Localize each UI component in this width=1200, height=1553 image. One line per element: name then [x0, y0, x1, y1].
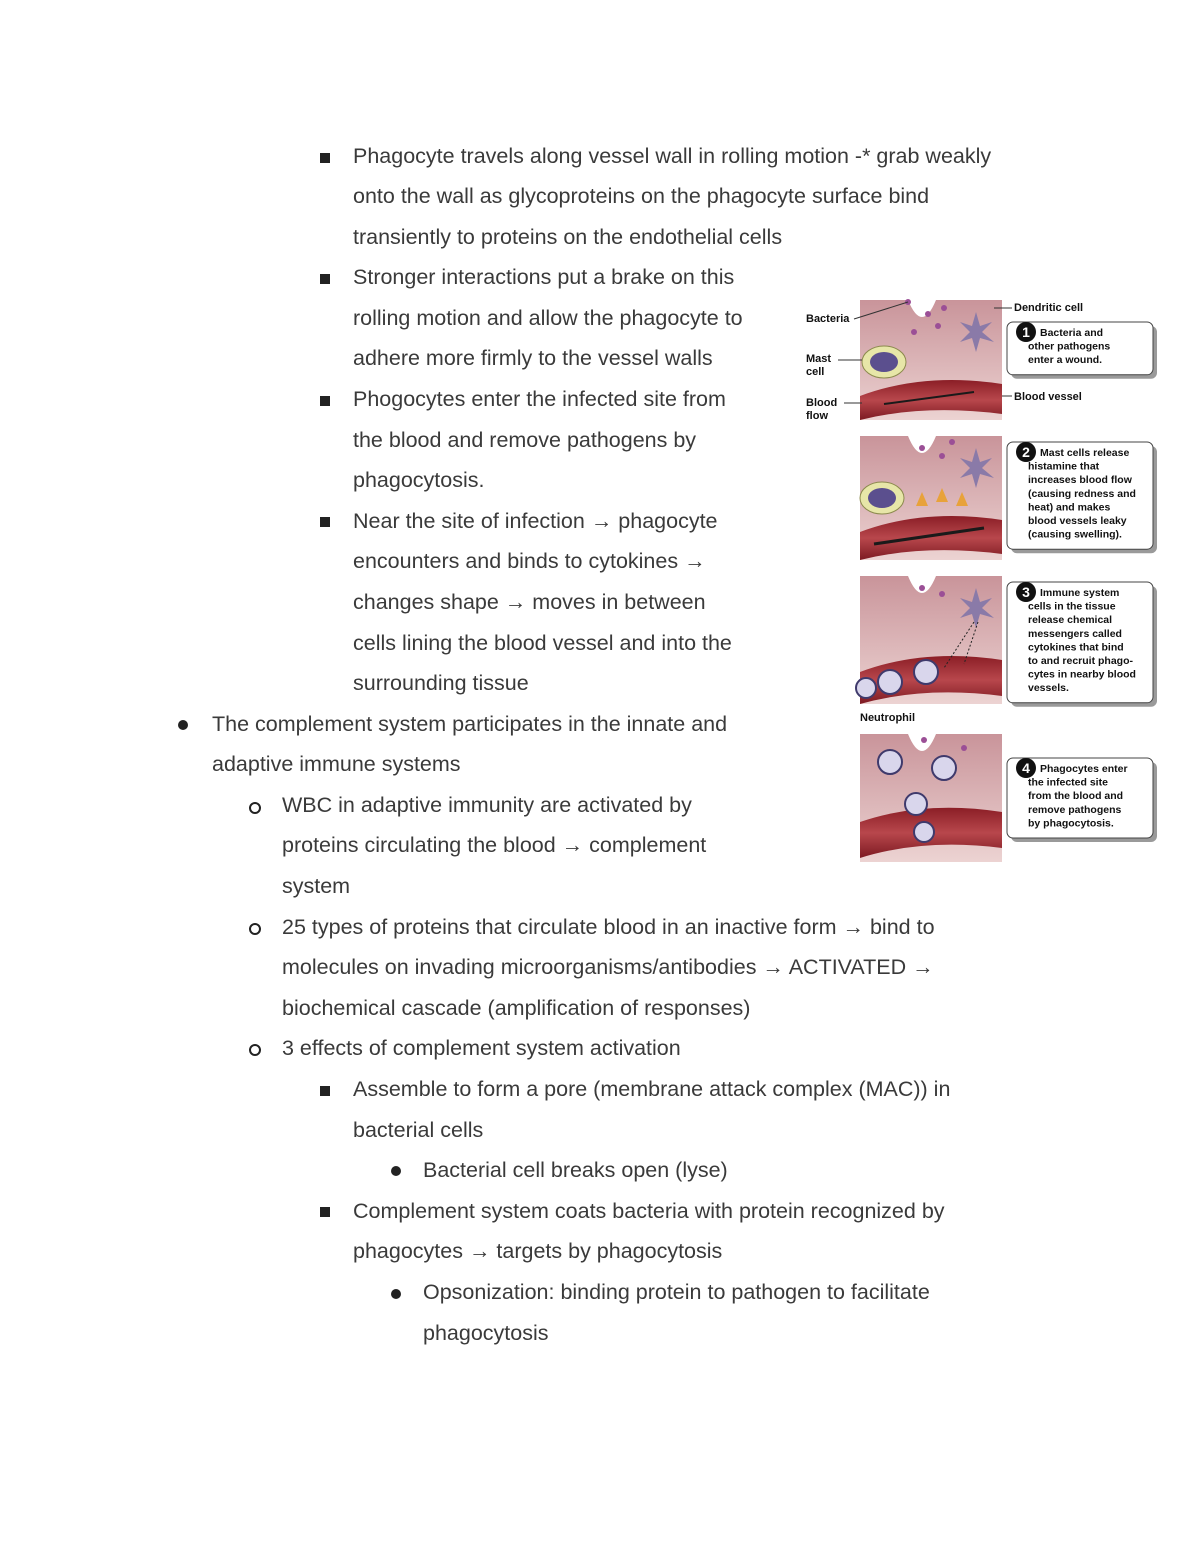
- note-line: Opsonization: binding protein to pathogen to facilitate: [423, 1280, 930, 1304]
- note-line: phagocytes → targets by phagocytosis: [353, 1239, 723, 1263]
- note-line: changes shape → moves in between: [353, 590, 706, 614]
- note-line: proteins circulating the blood → complement: [282, 833, 707, 857]
- step-text-line: to and recruit phago-: [1028, 655, 1133, 667]
- label-mast: Mast: [806, 353, 832, 365]
- note-line: Bacterial cell breaks open (lyse): [423, 1158, 728, 1182]
- bullet-square: [320, 1086, 330, 1096]
- note-line: phagocytosis.: [353, 468, 485, 492]
- note-line: onto the wall as glycoproteins on the phagocyte surface bind: [353, 184, 930, 208]
- note-line: Phogocytes enter the infected site from: [353, 387, 726, 411]
- step-callout-2: [1007, 442, 1157, 553]
- note-line: molecules on invading microorganisms/antibodies → ACTIVATED →: [282, 955, 934, 979]
- bullet-square: [320, 274, 330, 284]
- step-text-line: blood vessels leaky: [1028, 515, 1127, 527]
- bullet-square: [320, 1207, 330, 1217]
- note-line: Stronger interactions put a brake on this: [353, 265, 735, 289]
- step-text-line: Phagocytes enter: [1040, 763, 1128, 775]
- step-text-line: other pathogens: [1028, 340, 1111, 353]
- panel-4: [860, 734, 1002, 862]
- note-line: adaptive immune systems: [212, 752, 461, 776]
- note-line: Assemble to form a pore (membrane attack complex (MAC)) in: [353, 1077, 951, 1101]
- note-line: the blood and remove pathogens by: [353, 428, 697, 452]
- step-text-line: messengers called: [1028, 627, 1122, 640]
- panel-3: [856, 576, 1002, 704]
- note-line: biochemical cascade (amplification of responses): [282, 996, 751, 1020]
- step-text-line: release chemical: [1028, 614, 1113, 627]
- step-text-line: Bacteria and: [1040, 327, 1104, 339]
- step-text-line: (causing swelling).: [1028, 528, 1122, 541]
- note-line: transiently to proteins on the endothelial cells: [353, 225, 783, 249]
- step-callout-4: [1007, 758, 1157, 842]
- note-line: rolling motion and allow the phagocyte to: [353, 306, 743, 330]
- bullet-square: [320, 517, 330, 527]
- note-line: Near the site of infection → phagocyte: [353, 509, 718, 533]
- note-line: WBC in adaptive immunity are activated by: [282, 793, 692, 817]
- panel-1: [860, 299, 1002, 420]
- bullet-square: [320, 396, 330, 406]
- note-line: Phagocyte travels along vessel wall in rolling motion -* grab weakly: [353, 144, 992, 168]
- step-text-line: increases blood flow: [1028, 474, 1132, 487]
- note-line: cells lining the blood vessel and into the: [353, 631, 732, 655]
- step-text-line: the infected site: [1028, 776, 1108, 789]
- step-number: 2: [1022, 444, 1030, 460]
- inflammation-figure: [804, 292, 1164, 867]
- note-line: phagocytosis: [423, 1321, 549, 1345]
- step-text-line: cells in the tissue: [1028, 600, 1116, 613]
- step-text-line: Mast cells release: [1040, 447, 1130, 459]
- step-text-line: cytokines that bind: [1028, 641, 1124, 654]
- label-dendritic: Dendritic cell: [1014, 302, 1084, 314]
- note-line: Complement system coats bacteria with protein recognized by: [353, 1199, 945, 1223]
- bullet-dot: [178, 720, 188, 730]
- note-line: adhere more firmly to the vessel walls: [353, 346, 713, 370]
- label-vessel: Blood vessel: [1014, 391, 1082, 403]
- note-line: bacterial cells: [353, 1118, 484, 1142]
- label-mast-cell: cell: [806, 366, 825, 378]
- label-bacteria: Bacteria: [806, 313, 850, 325]
- step-number: 4: [1022, 760, 1030, 776]
- bullet-dot: [391, 1166, 401, 1176]
- bullet-circle: [249, 1044, 261, 1056]
- step-text-line: from the blood and: [1028, 790, 1124, 803]
- step-text-line: remove pathogens: [1028, 803, 1122, 816]
- label-blood: Blood: [806, 397, 838, 409]
- step-text-line: (causing redness and: [1028, 487, 1136, 500]
- bullet-circle: [249, 923, 261, 935]
- note-line: surrounding tissue: [353, 671, 529, 695]
- note-line: system: [282, 874, 351, 898]
- label-flow: flow: [806, 410, 828, 422]
- step-callout-3: [1007, 582, 1157, 707]
- step-text-line: histamine that: [1028, 460, 1100, 473]
- step-number: 3: [1022, 584, 1030, 600]
- note-line: The complement system participates in the innate and: [212, 712, 728, 736]
- label-neutrophil: Neutrophil: [860, 712, 915, 724]
- step-callout-1: [1007, 322, 1157, 379]
- bullet-square: [320, 153, 330, 163]
- step-text-line: vessels.: [1028, 682, 1069, 695]
- note-line: 25 types of proteins that circulate blood in an inactive form → bind to: [282, 915, 935, 939]
- step-text-line: enter a wound.: [1028, 354, 1103, 367]
- step-text-line: Immune system: [1040, 587, 1120, 599]
- bullet-dot: [391, 1289, 401, 1299]
- bullet-circle: [249, 802, 261, 814]
- step-text-line: heat) and makes: [1028, 501, 1111, 514]
- panel-2: [860, 436, 1002, 560]
- step-number: 1: [1022, 324, 1030, 340]
- note-line: encounters and binds to cytokines →: [353, 549, 706, 573]
- note-line: 3 effects of complement system activation: [282, 1036, 681, 1060]
- step-text-line: by phagocytosis.: [1028, 817, 1114, 830]
- step-text-line: cytes in nearby blood: [1028, 668, 1136, 681]
